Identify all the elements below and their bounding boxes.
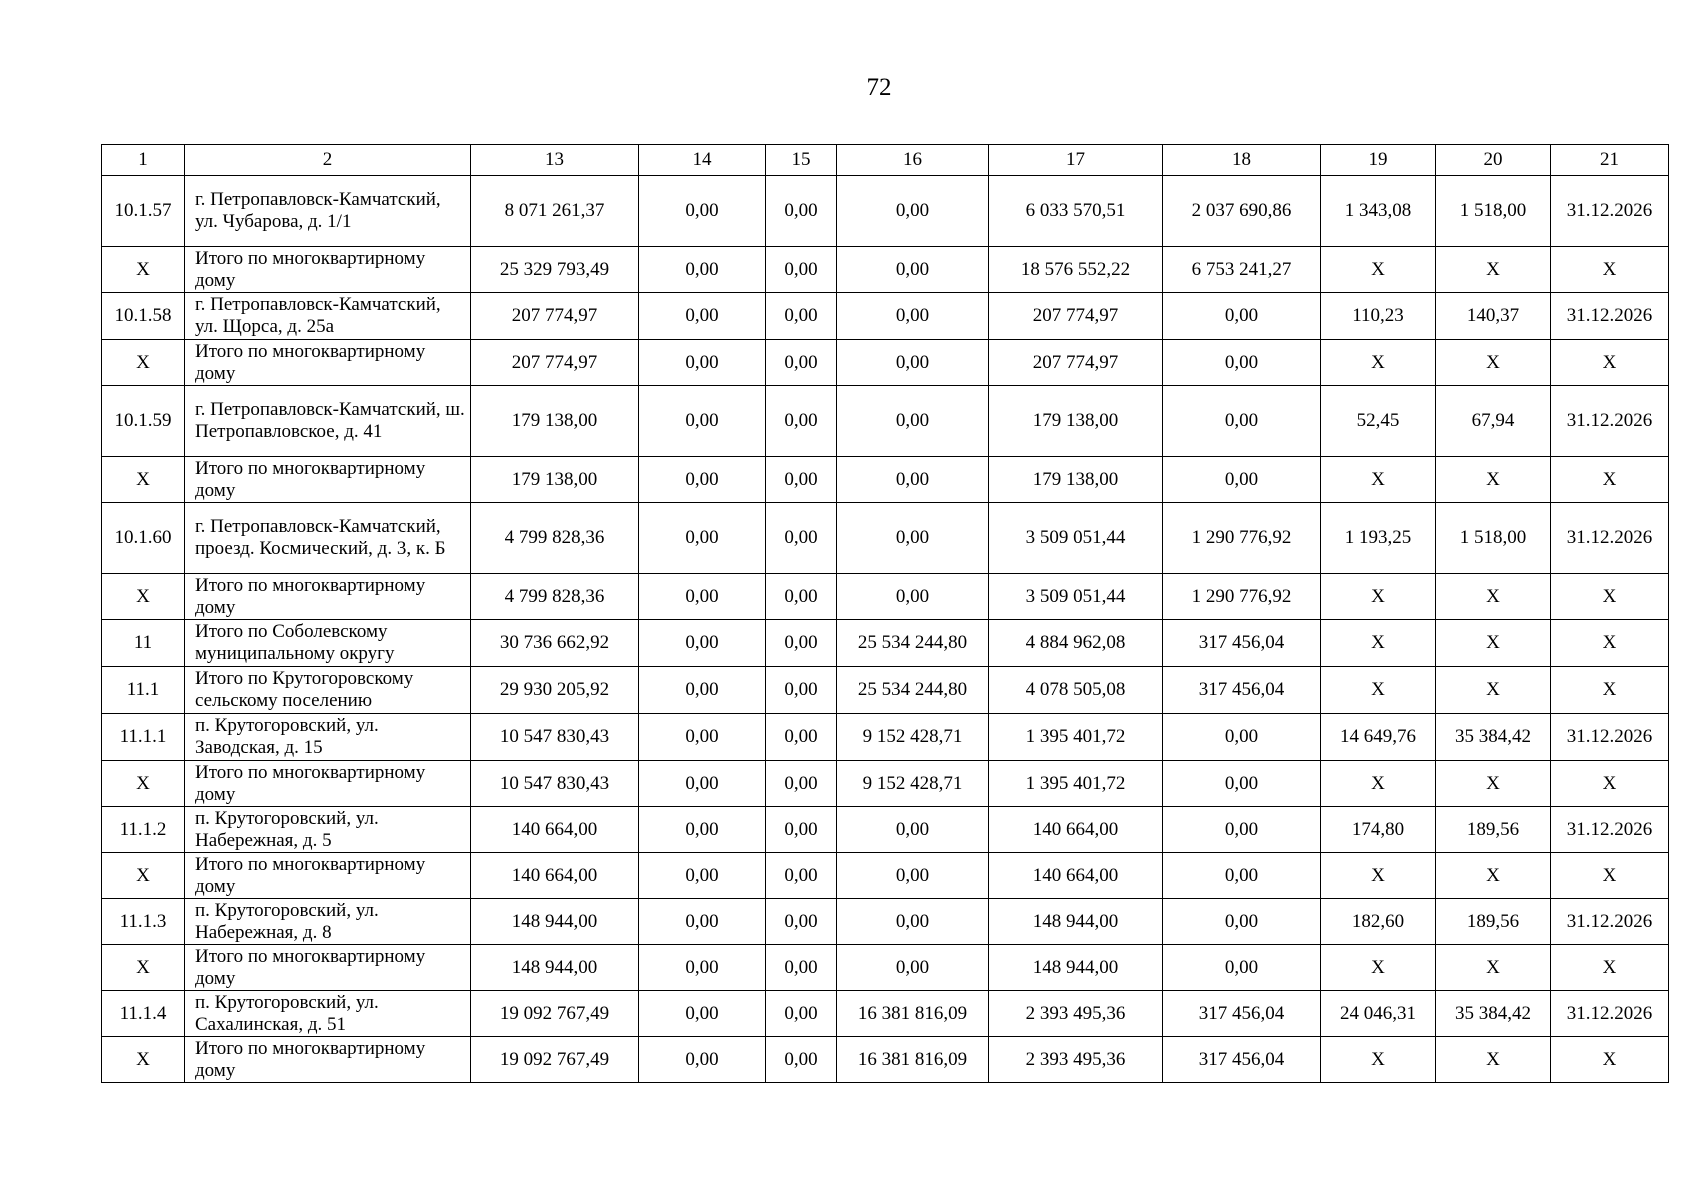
- value-cell: 2 393 495,36: [989, 1037, 1163, 1083]
- value-cell: 148 944,00: [471, 899, 639, 945]
- table-row: [102, 620, 1669, 667]
- address-cell: п. Крутогоровский, ул. Набережная, д. 5: [185, 807, 471, 853]
- row-number: 11: [102, 620, 185, 667]
- value-cell: 0,00: [639, 293, 766, 340]
- value-cell: 0,00: [766, 761, 837, 807]
- row-number: X: [102, 945, 185, 991]
- value-cell: 0,00: [837, 457, 989, 503]
- value-cell: 14 649,76: [1321, 714, 1436, 761]
- value-cell: 148 944,00: [989, 899, 1163, 945]
- value-cell: 0,00: [766, 620, 837, 667]
- value-cell: X: [1436, 574, 1551, 620]
- value-cell: 0,00: [766, 293, 837, 340]
- page-number: 72: [866, 74, 892, 101]
- value-cell: 0,00: [639, 714, 766, 761]
- value-cell: X: [1436, 945, 1551, 991]
- date-cell: 31.12.2026: [1551, 991, 1669, 1037]
- date-cell: X: [1551, 247, 1669, 293]
- address-cell: Итого по многоквартирному дому: [185, 761, 471, 807]
- value-cell: 0,00: [1163, 714, 1321, 761]
- value-cell: 0,00: [837, 340, 989, 386]
- value-cell: 140 664,00: [989, 853, 1163, 899]
- value-cell: 25 329 793,49: [471, 247, 639, 293]
- table-row: [102, 457, 1669, 503]
- value-cell: 52,45: [1321, 386, 1436, 457]
- value-cell: 0,00: [639, 176, 766, 247]
- column-header: 20: [1436, 145, 1551, 176]
- value-cell: X: [1436, 340, 1551, 386]
- value-cell: 0,00: [766, 247, 837, 293]
- value-cell: 0,00: [1163, 853, 1321, 899]
- column-header: 19: [1321, 145, 1436, 176]
- value-cell: 1 193,25: [1321, 503, 1436, 574]
- table-row: [102, 247, 1669, 293]
- value-cell: X: [1321, 667, 1436, 714]
- row-number: 11.1: [102, 667, 185, 714]
- value-cell: 10 547 830,43: [471, 714, 639, 761]
- table-row: [102, 991, 1669, 1037]
- row-number: 10.1.58: [102, 293, 185, 340]
- value-cell: 10 547 830,43: [471, 761, 639, 807]
- column-header: 1: [102, 145, 185, 176]
- value-cell: 317 456,04: [1163, 991, 1321, 1037]
- address-cell: Итого по многоквартирному дому: [185, 574, 471, 620]
- date-cell: 31.12.2026: [1551, 714, 1669, 761]
- value-cell: 3 509 051,44: [989, 574, 1163, 620]
- value-cell: 19 092 767,49: [471, 991, 639, 1037]
- value-cell: 207 774,97: [471, 293, 639, 340]
- value-cell: X: [1436, 620, 1551, 667]
- value-cell: 24 046,31: [1321, 991, 1436, 1037]
- date-cell: X: [1551, 574, 1669, 620]
- date-cell: X: [1551, 853, 1669, 899]
- value-cell: 16 381 816,09: [837, 991, 989, 1037]
- value-cell: 0,00: [837, 853, 989, 899]
- value-cell: 0,00: [639, 247, 766, 293]
- value-cell: 4 799 828,36: [471, 503, 639, 574]
- row-number: 10.1.57: [102, 176, 185, 247]
- column-header: 2: [185, 145, 471, 176]
- table-row: [102, 945, 1669, 991]
- address-cell: Итого по многоквартирному дому: [185, 945, 471, 991]
- value-cell: 0,00: [639, 503, 766, 574]
- date-cell: 31.12.2026: [1551, 293, 1669, 340]
- value-cell: 1 518,00: [1436, 503, 1551, 574]
- value-cell: 9 152 428,71: [837, 714, 989, 761]
- value-cell: 0,00: [639, 945, 766, 991]
- date-cell: X: [1551, 620, 1669, 667]
- table-row: [102, 761, 1669, 807]
- value-cell: 0,00: [766, 574, 837, 620]
- value-cell: X: [1321, 620, 1436, 667]
- value-cell: 0,00: [639, 1037, 766, 1083]
- value-cell: X: [1321, 761, 1436, 807]
- value-cell: 16 381 816,09: [837, 1037, 989, 1083]
- value-cell: 0,00: [837, 176, 989, 247]
- value-cell: 0,00: [837, 247, 989, 293]
- table-row: [102, 667, 1669, 714]
- value-cell: 0,00: [1163, 945, 1321, 991]
- value-cell: 0,00: [639, 340, 766, 386]
- table-row: [102, 714, 1669, 761]
- address-cell: Итого по многоквартирному дому: [185, 457, 471, 503]
- value-cell: 179 138,00: [471, 386, 639, 457]
- column-header: 14: [639, 145, 766, 176]
- value-cell: 189,56: [1436, 807, 1551, 853]
- address-cell: г. Петропавловск-Камчатский, ул. Щорса, д. 25а: [185, 293, 471, 340]
- value-cell: X: [1321, 945, 1436, 991]
- table-row: [102, 574, 1669, 620]
- value-cell: X: [1436, 457, 1551, 503]
- address-cell: Итого по многоквартирному дому: [185, 853, 471, 899]
- value-cell: 0,00: [1163, 899, 1321, 945]
- date-cell: X: [1551, 457, 1669, 503]
- row-number: X: [102, 457, 185, 503]
- value-cell: 67,94: [1436, 386, 1551, 457]
- value-cell: 35 384,42: [1436, 714, 1551, 761]
- date-cell: X: [1551, 761, 1669, 807]
- value-cell: 0,00: [837, 899, 989, 945]
- value-cell: 0,00: [1163, 340, 1321, 386]
- value-cell: 0,00: [639, 386, 766, 457]
- value-cell: 179 138,00: [989, 457, 1163, 503]
- value-cell: 6 033 570,51: [989, 176, 1163, 247]
- value-cell: 8 071 261,37: [471, 176, 639, 247]
- value-cell: 25 534 244,80: [837, 620, 989, 667]
- value-cell: 207 774,97: [471, 340, 639, 386]
- value-cell: 2 393 495,36: [989, 991, 1163, 1037]
- column-header: 16: [837, 145, 989, 176]
- table-row: [102, 176, 1669, 247]
- value-cell: 4 884 962,08: [989, 620, 1163, 667]
- value-cell: 0,00: [766, 457, 837, 503]
- value-cell: 29 930 205,92: [471, 667, 639, 714]
- value-cell: 6 753 241,27: [1163, 247, 1321, 293]
- address-cell: г. Петропавловск-Камчатский, ул. Чубарова, д. 1/1: [185, 176, 471, 247]
- table-row: [102, 853, 1669, 899]
- address-cell: Итого по многоквартирному дому: [185, 247, 471, 293]
- value-cell: 0,00: [1163, 807, 1321, 853]
- value-cell: 0,00: [639, 574, 766, 620]
- table-row: [102, 1037, 1669, 1083]
- value-cell: 140 664,00: [989, 807, 1163, 853]
- address-cell: п. Крутогоровский, ул. Набережная, д. 8: [185, 899, 471, 945]
- value-cell: 0,00: [1163, 293, 1321, 340]
- value-cell: 4 078 505,08: [989, 667, 1163, 714]
- value-cell: 0,00: [639, 457, 766, 503]
- capital-repair-table: [101, 144, 1669, 1083]
- value-cell: 0,00: [766, 945, 837, 991]
- value-cell: X: [1436, 761, 1551, 807]
- value-cell: 148 944,00: [989, 945, 1163, 991]
- value-cell: X: [1321, 247, 1436, 293]
- value-cell: 207 774,97: [989, 293, 1163, 340]
- column-header: 18: [1163, 145, 1321, 176]
- value-cell: 1 343,08: [1321, 176, 1436, 247]
- value-cell: 1 290 776,92: [1163, 574, 1321, 620]
- table-row: [102, 503, 1669, 574]
- row-number: 11.1.2: [102, 807, 185, 853]
- value-cell: 189,56: [1436, 899, 1551, 945]
- value-cell: 0,00: [1163, 761, 1321, 807]
- row-number: 10.1.59: [102, 386, 185, 457]
- value-cell: 0,00: [766, 899, 837, 945]
- value-cell: 0,00: [837, 945, 989, 991]
- value-cell: 182,60: [1321, 899, 1436, 945]
- address-cell: Итого по многоквартирному дому: [185, 340, 471, 386]
- value-cell: 0,00: [639, 853, 766, 899]
- date-cell: X: [1551, 667, 1669, 714]
- value-cell: 174,80: [1321, 807, 1436, 853]
- value-cell: 0,00: [639, 899, 766, 945]
- value-cell: 1 395 401,72: [989, 761, 1163, 807]
- date-cell: 31.12.2026: [1551, 899, 1669, 945]
- row-number: X: [102, 853, 185, 899]
- value-cell: 0,00: [766, 386, 837, 457]
- value-cell: 0,00: [766, 807, 837, 853]
- value-cell: 30 736 662,92: [471, 620, 639, 667]
- date-cell: 31.12.2026: [1551, 503, 1669, 574]
- column-header: 13: [471, 145, 639, 176]
- value-cell: 0,00: [766, 1037, 837, 1083]
- address-cell: г. Петропавловск-Камчатский, проезд. Космический, д. 3, к. Б: [185, 503, 471, 574]
- value-cell: 148 944,00: [471, 945, 639, 991]
- value-cell: 3 509 051,44: [989, 503, 1163, 574]
- table-row: [102, 807, 1669, 853]
- date-cell: X: [1551, 340, 1669, 386]
- value-cell: X: [1321, 853, 1436, 899]
- value-cell: 0,00: [837, 574, 989, 620]
- table-row: [102, 899, 1669, 945]
- value-cell: 9 152 428,71: [837, 761, 989, 807]
- value-cell: 0,00: [766, 176, 837, 247]
- column-header: 17: [989, 145, 1163, 176]
- value-cell: 1 395 401,72: [989, 714, 1163, 761]
- table-row: [102, 293, 1669, 340]
- value-cell: 0,00: [837, 293, 989, 340]
- date-cell: X: [1551, 1037, 1669, 1083]
- value-cell: 25 534 244,80: [837, 667, 989, 714]
- value-cell: 18 576 552,22: [989, 247, 1163, 293]
- value-cell: X: [1321, 1037, 1436, 1083]
- value-cell: 207 774,97: [989, 340, 1163, 386]
- value-cell: 110,23: [1321, 293, 1436, 340]
- value-cell: 0,00: [639, 620, 766, 667]
- value-cell: X: [1436, 667, 1551, 714]
- value-cell: 0,00: [837, 386, 989, 457]
- value-cell: 0,00: [766, 714, 837, 761]
- value-cell: 0,00: [766, 991, 837, 1037]
- value-cell: 317 456,04: [1163, 620, 1321, 667]
- value-cell: 317 456,04: [1163, 1037, 1321, 1083]
- value-cell: X: [1321, 340, 1436, 386]
- table-row: [102, 386, 1669, 457]
- value-cell: 0,00: [639, 667, 766, 714]
- row-number: X: [102, 247, 185, 293]
- value-cell: 0,00: [766, 503, 837, 574]
- value-cell: 1 290 776,92: [1163, 503, 1321, 574]
- value-cell: 19 092 767,49: [471, 1037, 639, 1083]
- value-cell: 4 799 828,36: [471, 574, 639, 620]
- value-cell: X: [1436, 247, 1551, 293]
- address-cell: п. Крутогоровский, ул. Заводская, д. 15: [185, 714, 471, 761]
- address-cell: г. Петропавловск-Камчатский, ш. Петропавловское, д. 41: [185, 386, 471, 457]
- value-cell: 0,00: [837, 503, 989, 574]
- value-cell: 0,00: [766, 340, 837, 386]
- value-cell: X: [1321, 574, 1436, 620]
- date-cell: 31.12.2026: [1551, 386, 1669, 457]
- value-cell: 140 664,00: [471, 807, 639, 853]
- row-number: 11.1.4: [102, 991, 185, 1037]
- value-cell: 1 518,00: [1436, 176, 1551, 247]
- column-header: 21: [1551, 145, 1669, 176]
- row-number: 10.1.60: [102, 503, 185, 574]
- value-cell: 0,00: [766, 853, 837, 899]
- address-cell: п. Крутогоровский, ул. Сахалинская, д. 51: [185, 991, 471, 1037]
- value-cell: 179 138,00: [471, 457, 639, 503]
- value-cell: X: [1436, 1037, 1551, 1083]
- value-cell: 2 037 690,86: [1163, 176, 1321, 247]
- address-cell: Итого по Крутогоровскому сельскому поселению: [185, 667, 471, 714]
- value-cell: 0,00: [1163, 457, 1321, 503]
- value-cell: X: [1436, 853, 1551, 899]
- row-number: X: [102, 340, 185, 386]
- value-cell: 0,00: [766, 667, 837, 714]
- address-cell: Итого по Соболевскому муниципальному округу: [185, 620, 471, 667]
- value-cell: 179 138,00: [989, 386, 1163, 457]
- row-number: X: [102, 574, 185, 620]
- value-cell: 0,00: [639, 807, 766, 853]
- date-cell: 31.12.2026: [1551, 807, 1669, 853]
- value-cell: 140,37: [1436, 293, 1551, 340]
- table-row: [102, 340, 1669, 386]
- column-number-row: [102, 145, 1669, 176]
- value-cell: 0,00: [1163, 386, 1321, 457]
- row-number: 11.1.3: [102, 899, 185, 945]
- value-cell: X: [1321, 457, 1436, 503]
- value-cell: 317 456,04: [1163, 667, 1321, 714]
- value-cell: 35 384,42: [1436, 991, 1551, 1037]
- row-number: X: [102, 761, 185, 807]
- address-cell: Итого по многоквартирному дому: [185, 1037, 471, 1083]
- value-cell: 0,00: [639, 761, 766, 807]
- value-cell: 140 664,00: [471, 853, 639, 899]
- column-header: 15: [766, 145, 837, 176]
- row-number: 11.1.1: [102, 714, 185, 761]
- date-cell: 31.12.2026: [1551, 176, 1669, 247]
- value-cell: 0,00: [837, 807, 989, 853]
- date-cell: X: [1551, 945, 1669, 991]
- row-number: X: [102, 1037, 185, 1083]
- value-cell: 0,00: [639, 991, 766, 1037]
